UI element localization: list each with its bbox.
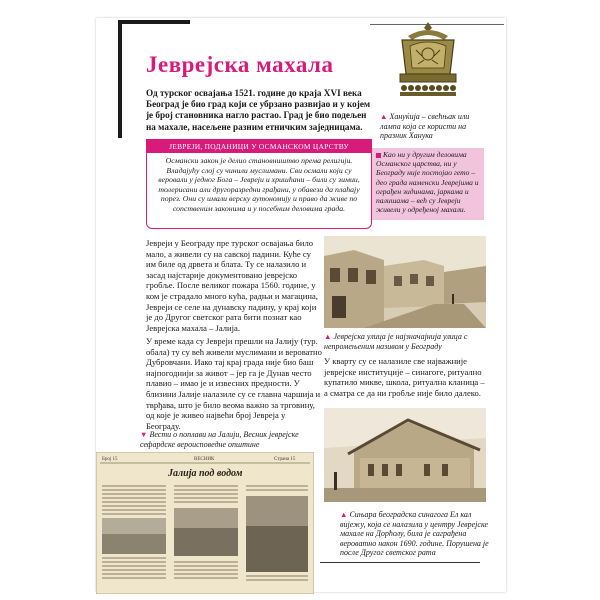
triangle-down-icon: ▼: [140, 430, 148, 439]
newspaper-center-header: ВЕСНИК: [194, 457, 215, 462]
newspaper-left-header: Број 15: [102, 457, 118, 462]
newspaper-right-header: Страна 15: [274, 457, 296, 462]
caption-synagogue-text: Сињара београдска синагога Ел кал вијежу, која се налазила у центру Јеврејске махале на Дорћолу, била је саграђена вероватно након 1690. године. Порушена је после Другог светског рата: [340, 510, 489, 558]
hanukkiah-image: [392, 18, 464, 106]
body-paragraph-1: Јевреји у Београду пре турског освајања било мало, а живели су на савској падини. Куће су им биле од дрвета и блата. Ту се налазило и засад најстарије документовано јеврејско гробље. После великог пожара 1560. године, у ком је страдало много кућа, радњи и магацина, Јевреји се селе на дунавску падину, у крај који је до Другог светског рата бити познат као Јеврејска махала – Јалија.: [146, 238, 318, 333]
square-bullet-icon: [376, 153, 381, 158]
caption-newspaper-text: Вести о поплави на Јалији, Весник јеврејске сефардске вероисповедне општине: [140, 430, 299, 449]
caption-newspaper: [140, 430, 316, 449]
caption-hanukkiah-text: Хануќија – свећњак или лампа која се користи на празник Ханука: [380, 112, 470, 141]
caption-synagogue: [340, 510, 490, 558]
info-box-heading: ЈЕВРЕЈИ, ПОДАНИЦИ У ОСМАНСКОМ ЦАРСТВУ: [147, 140, 371, 153]
body-paragraph-3: У кварту су се налазиле све најважније јеврејске институције – синагоге, ритуално купатило микве, школа, ритуална кланица – а сматра се да ни гробље није било далеко.: [324, 356, 485, 398]
caption-street: [324, 332, 490, 351]
newspaper-headline: Јалија под водом: [168, 468, 243, 479]
sidebar-note: [372, 148, 484, 220]
caption-street-text: Јеврејска улица је најзначајнија улица с непромењеним називом у Београду: [324, 332, 468, 351]
page-title: Јеврејска махала: [146, 52, 334, 77]
intro-paragraph: Од турског освајања 1521. године до краја XVI века Београд је био град који се убрзано развијао и у којем је број становника нагло растао. Град је био подељен на махале, насељене разним етничким заједницама.: [146, 88, 371, 132]
triangle-icon: ▲: [380, 112, 388, 121]
info-box-text: Османски закон је делио становништво према религији. Владајућу слој су чинили муслимани. Сви осмали који су веровали у једног Бога – Јевреји и хришћани – били су зимии, толерисани али другоразредни грађани, у обавези да плаћају порез. Они су имали верску аутономију и право да живе по сопственим законима и у посебним деловима града.: [158, 156, 360, 213]
newspaper-clipping: [96, 452, 314, 594]
caption-hanukkiah: [380, 112, 486, 141]
corner-rule-horizontal: [118, 20, 190, 24]
body-paragraph-2: У време када су Јевреји прешли на Јалију (тур. обала) ту су већ живели муслимани и вероватно Дубровчани. Иако тај крај града није био баш најпогоднији за живот – јер га је Дунав често плавио – имао је и извесних предности. У близини Јалије налазиле су се главна чаршија и тврђава, што је било веома важно за трговину, од које је живео највећи број Јевреја у Београду.: [146, 336, 322, 431]
street-photo: [324, 236, 486, 328]
synagogue-photo: [324, 408, 486, 502]
corner-rule-vertical: [118, 20, 122, 138]
sidebar-note-text: Као ни у другим деловима Османског царства, ни у Београду није постојао гето – део града наменски Јеврејима и ограђен зидинама, јаркама и палишама – већ су Јевреји живели у одређеној махали.: [376, 150, 479, 215]
bottom-rule: [320, 562, 480, 563]
triangle-icon: ▲: [340, 510, 348, 519]
info-box: [146, 139, 372, 229]
triangle-icon: ▲: [324, 332, 332, 341]
